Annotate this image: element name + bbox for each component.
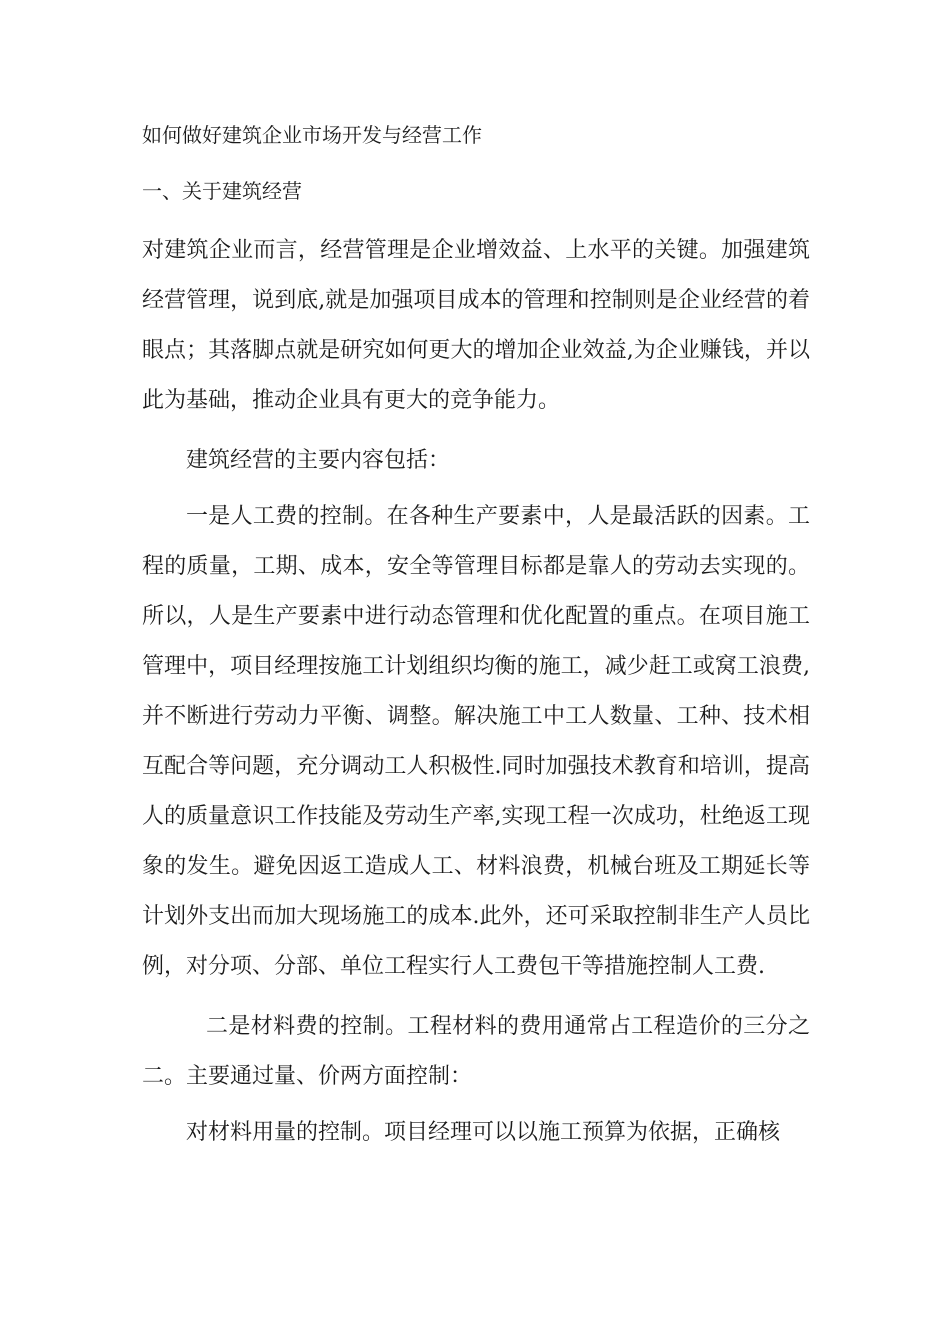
document-title: 如何做好建筑企业市场开发与经营工作	[142, 123, 482, 147]
paragraph-material-quantity: 对材料用量的控制。项目经理可以以施工预算为依据，正确核	[186, 1120, 781, 1145]
section-heading: 一、关于建筑经营	[142, 179, 302, 203]
paragraph-intro: 对建筑企业而言，经营管理是企业增效益、上水平的关键。加强建筑经营管理，说到底,就是加强项目成本的管理和控制则是企业经营的着眼点；其落脚点就是研究如何更大的增加企业效益,为企业赚钱，并以此为基础，推动企业具有更大的竞争能力。	[142, 238, 810, 413]
paragraph-lead: 建筑经营的主要内容包括：	[186, 448, 451, 473]
paragraph-material-cost: 二是材料费的控制。工程材料的费用通常占工程造价的三分之二。主要通过量、价两方面控制：	[142, 1014, 810, 1089]
paragraph-labor-cost: 一是人工费的控制。在各种生产要素中，人是最活跃的因素。工程的质量，工期、成本，安全等管理目标都是靠人的劳动去实现的。所以，人是生产要素中进行动态管理和优化配置的重点。在项目施工管理中，项目经理按施工计划组织均衡的施工，减少赶工或窝工浪费,并不断进行劳动力平衡、调整。解决施工中工人数量、工种、技术相互配合等问题，充分调动工人积极性.同时加强技术教育和培训，提高人的质量意识工作技能及劳动生产率,实现工程一次成功，杜绝返工现象的发生。避免因返工造成人工、材料浪费，机械台班及工期延长等计划外支出而加大现场施工的成本.此外，还可采取控制非生产人员比例，对分项、分部、单位工程实行人工费包干等措施控制人工费.	[142, 504, 810, 979]
document-body	[142, 110, 810, 1158]
